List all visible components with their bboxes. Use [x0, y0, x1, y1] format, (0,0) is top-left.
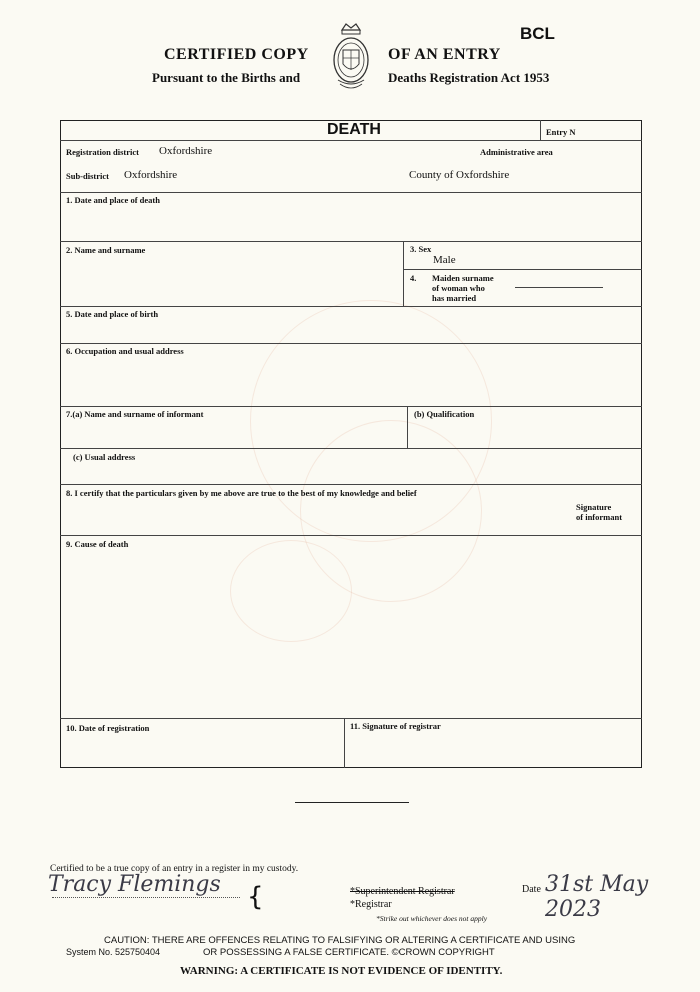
- death-entry-form: [60, 120, 642, 768]
- maiden-surname-label-line2: of woman who: [432, 283, 485, 293]
- separator-line: [295, 802, 409, 803]
- registration-district-label: Registration district: [66, 147, 139, 157]
- maiden-surname-blank-line: [515, 287, 603, 288]
- date-of-registration-label: 10. Date of registration: [66, 723, 150, 733]
- system-number: System No. 525750404: [66, 947, 161, 957]
- certification-statement-label: 8. I certify that the particulars given by me above are true to the best of my knowledge and belief: [66, 488, 417, 498]
- registration-district-value: Oxfordshire: [159, 145, 213, 157]
- signature-informant-label-line2: of informant: [576, 512, 623, 522]
- divider: [60, 448, 642, 449]
- header-right-line1: OF AN ENTRY: [388, 46, 501, 63]
- sub-district-value: Oxfordshire: [124, 169, 178, 181]
- sex-value: Male: [433, 254, 456, 266]
- signature-informant-label-line1: Signature: [576, 502, 612, 512]
- divider: [407, 406, 408, 448]
- divider: [403, 241, 404, 306]
- maiden-surname-label-line1: Maiden surname: [432, 273, 494, 283]
- entry-number-label: Entry N: [546, 127, 576, 137]
- maiden-surname-label-line3: has married: [432, 293, 477, 303]
- divider: [60, 140, 642, 141]
- qualification-label: (b) Qualification: [414, 409, 475, 419]
- divider: [540, 120, 541, 140]
- county-value: County of Oxfordshire: [409, 169, 510, 181]
- divider: [60, 535, 642, 536]
- caution-line-2: OR POSSESSING A FALSE CERTIFICATE. ©CROWN COPYRIGHT: [203, 947, 495, 958]
- certified-copy-statement: Certified to be a true copy of an entry in a register in my custody.: [50, 864, 299, 874]
- header-left-line1: CERTIFIED COPY: [164, 46, 309, 63]
- divider: [60, 406, 642, 407]
- date-place-of-birth-label: 5. Date and place of birth: [66, 309, 159, 319]
- divider: [60, 484, 642, 485]
- maiden-surname-number: 4.: [410, 273, 417, 283]
- cause-of-death-label: 9. Cause of death: [66, 539, 129, 549]
- caution-line-1: CAUTION: THERE ARE OFFENCES RELATING TO FALSIFYING OR ALTERING A CERTIFICATE AND USING: [104, 935, 576, 946]
- header-left-line2: Pursuant to the Births and: [152, 70, 301, 85]
- brace-symbol: {: [247, 882, 264, 912]
- divider: [344, 718, 345, 768]
- strike-out-note: *Strike out whichever does not apply: [376, 914, 488, 923]
- form-code: BCL: [520, 24, 555, 43]
- header-right-line2: Deaths Registration Act 1953: [388, 70, 550, 85]
- sub-district-label: Sub-district: [66, 171, 109, 181]
- informant-name-label: 7.(a) Name and surname of informant: [66, 409, 204, 419]
- divider: [60, 718, 642, 719]
- divider: [60, 192, 642, 193]
- custodian-signature: Tracy Flemings: [48, 872, 221, 897]
- date-label: Date: [522, 884, 541, 895]
- registrar-text: *Registrar: [350, 899, 392, 910]
- signature-of-registrar-label: 11. Signature of registrar: [350, 721, 441, 731]
- divider: [403, 269, 642, 270]
- administrative-area-label: Administrative area: [480, 147, 553, 157]
- divider: [60, 343, 642, 344]
- usual-address-label: (c) Usual address: [73, 452, 136, 462]
- signature-line: [52, 897, 240, 898]
- divider: [60, 241, 642, 242]
- name-surname-label: 2. Name and surname: [66, 245, 146, 255]
- form-title: DEATH: [327, 121, 381, 138]
- divider: [60, 306, 642, 307]
- royal-coat-of-arms-icon: [330, 22, 372, 92]
- date-place-of-death-label: 1. Date and place of death: [66, 195, 160, 205]
- identity-warning: WARNING: A CERTIFICATE IS NOT EVIDENCE OF IDENTITY.: [180, 965, 503, 977]
- sex-label: 3. Sex: [410, 244, 432, 254]
- date-handwritten: 31st May 2023: [545, 872, 649, 922]
- occupation-address-label: 6. Occupation and usual address: [66, 346, 184, 356]
- superintendent-registrar-text: *Superintendent Registrar: [350, 886, 455, 897]
